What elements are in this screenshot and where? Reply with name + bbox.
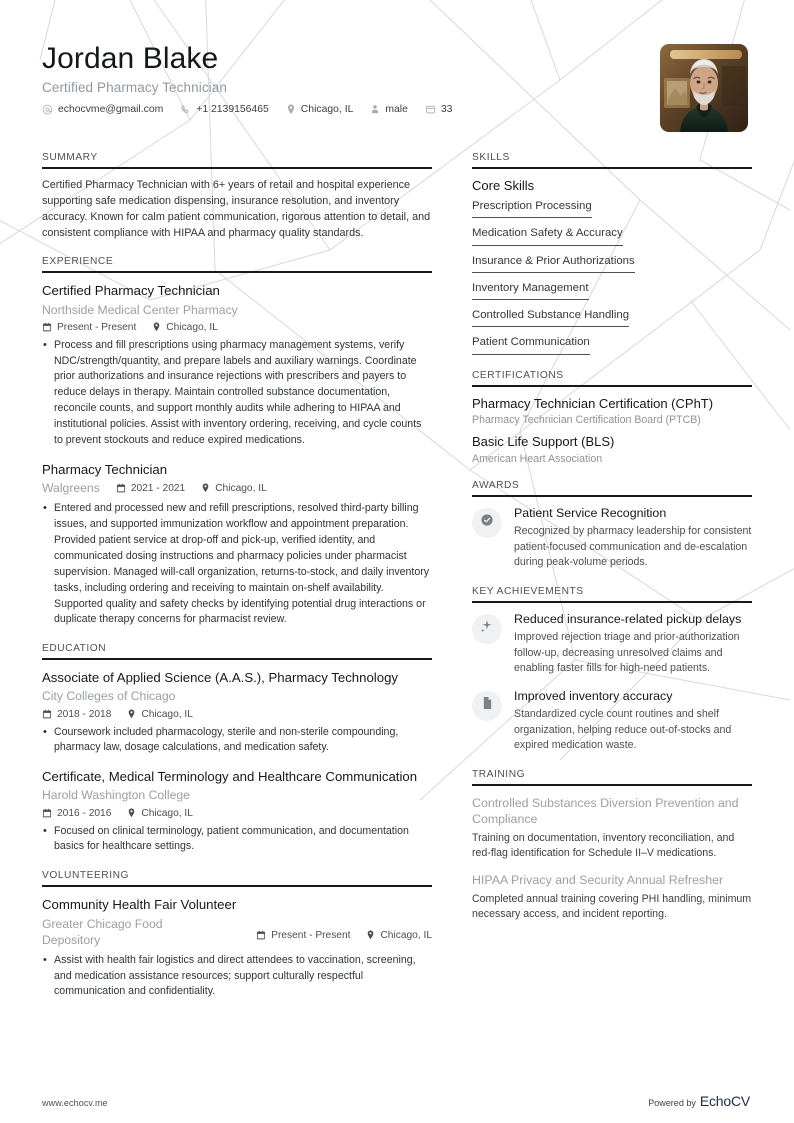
- achievement-description: Improved rejection triage and prior-authorization follow-up, decreasing unresolved claims and enabling faster fills for high-need patients.: [514, 631, 740, 675]
- section-rule: [42, 167, 432, 169]
- location-icon: [286, 104, 296, 115]
- skill-label: Inventory Management: [472, 281, 589, 294]
- school-name: City Colleges of Chicago: [42, 689, 176, 704]
- brand-name: EchoCV: [699, 1093, 750, 1109]
- phone-icon: [180, 104, 191, 115]
- contact-location: [286, 104, 354, 115]
- skill-item: [472, 254, 635, 273]
- award-badge: [472, 508, 502, 538]
- page-title: Jordan Blake: [42, 42, 219, 75]
- experience-entry: [42, 282, 432, 448]
- job-dates-value: Present - Present: [57, 321, 137, 333]
- job-title: Pharmacy Technician: [42, 461, 168, 477]
- school-name: Harold Washington College: [42, 788, 190, 803]
- section-training: [472, 769, 752, 923]
- education-dates-value: 2016 - 2016: [57, 807, 112, 819]
- award-body: [514, 506, 752, 571]
- section-rule: [42, 658, 432, 660]
- skill-item: [472, 335, 590, 354]
- volunteer-location: [366, 930, 432, 941]
- section-key-achievements: [472, 586, 752, 754]
- education-dates: [42, 808, 111, 819]
- skill-item: [472, 199, 592, 218]
- section-rule: [42, 271, 432, 273]
- contact-gender: [370, 104, 408, 115]
- section-rule: [472, 784, 752, 786]
- degree-title: Associate of Applied Science (A.A.S.), Pharmacy Technology: [42, 670, 399, 686]
- sparkle-icon: [480, 619, 494, 638]
- training-description: Training on documentation, inventory reconciliation, and red-flag identification for Schedule II–V medications.: [472, 831, 735, 860]
- bullet-item: • Focused on clinical terminology, patient communication, and documentation basics for healthcare settings.: [42, 824, 432, 856]
- section-awards: [472, 480, 752, 571]
- award-description: Recognized by pharmacy leadership for consistent patient-focused communication and de-escalation during peak-volume periods.: [514, 525, 752, 569]
- volunteer-location-value: Chicago, IL: [380, 929, 432, 941]
- certification-issuer: Pharmacy Technician Certification Board (PTCB): [472, 414, 701, 427]
- section-title-summary: SUMMARY: [42, 152, 98, 163]
- job-dates: [116, 483, 185, 494]
- skill-underline: [472, 326, 629, 327]
- job-dates-value: 2021 - 2021: [130, 482, 186, 494]
- education-meta: [42, 808, 432, 819]
- skill-underline: [472, 272, 635, 273]
- award-title: Patient Service Recognition: [514, 505, 667, 520]
- contact-email-value: echocvme@gmail.com: [58, 103, 164, 115]
- location-icon: [201, 483, 210, 493]
- job-location: [201, 483, 267, 494]
- education-location-value: Chicago, IL: [141, 807, 193, 819]
- education-location-value: Chicago, IL: [141, 708, 193, 720]
- section-summary: [42, 152, 432, 241]
- calendar-icon: [42, 808, 52, 818]
- bullet-item: • Coursework included pharmacology, sterile and non-sterile compounding, pharmacy law, dosage calculations, and medication safety.: [42, 725, 432, 757]
- experience-entry: [42, 461, 432, 628]
- education-meta: [42, 709, 432, 720]
- section-skills: [472, 152, 752, 355]
- section-rule: [472, 601, 752, 603]
- training-title: Controlled Substances Diversion Prevention and Compliance: [472, 795, 739, 826]
- achievement-title: Improved inventory accuracy: [514, 688, 673, 703]
- resume-header: [42, 40, 750, 132]
- section-rule: [472, 495, 752, 497]
- section-education: [42, 643, 432, 855]
- certification-issuer: American Heart Association: [472, 452, 603, 465]
- achievement-item: [472, 612, 752, 677]
- section-rule: [472, 167, 752, 169]
- section-title-certifications: CERTIFICATIONS: [472, 369, 564, 381]
- achievement-badge: [472, 691, 502, 721]
- calendar-icon: [425, 104, 436, 115]
- calendar-icon: [42, 322, 52, 332]
- award-item: [472, 506, 752, 571]
- contact-age: [425, 104, 453, 115]
- document-icon: [481, 696, 494, 715]
- contact-age-value: 33: [440, 103, 453, 115]
- summary-text: Certified Pharmacy Technician with 6+ years of retail and hospital experience supporting safe medication dispensing, insurance resolution, and inventory accuracy. Known for calm patient communication, rigorous attention to detail, and consistent compliance with HIPAA and pharmacy quality standards.: [42, 179, 431, 239]
- achievement-title: Reduced insurance-related pickup delays: [514, 611, 742, 626]
- location-icon: [127, 808, 136, 818]
- powered-by-label: Powered by: [648, 1098, 696, 1108]
- training-item: [472, 795, 752, 862]
- job-title: Certified Pharmacy Technician: [42, 283, 220, 299]
- page-footer: [42, 1093, 750, 1109]
- education-bullets: [42, 725, 432, 757]
- job-bullets: [42, 501, 432, 628]
- skill-underline: [472, 299, 589, 300]
- contact-row: [42, 104, 469, 115]
- degree-title: Certificate, Medical Terminology and Healthcare Communication: [42, 769, 418, 785]
- section-certifications: [472, 370, 752, 465]
- education-location: [127, 709, 193, 720]
- education-dates: [42, 709, 111, 720]
- bullet-item: • Assist with health fair logistics and direct attendees to vaccination, screening, and medication assistance resources; support culturally respectful communication and confidentiality.: [42, 953, 432, 1001]
- certification-name: Basic Life Support (BLS): [472, 434, 615, 450]
- location-icon: [127, 709, 136, 719]
- job-location-value: Chicago, IL: [166, 321, 218, 333]
- certification-name: Pharmacy Technician Certification (CPhT): [472, 395, 714, 411]
- volunteer-bullets: [42, 953, 432, 1001]
- skill-underline: [472, 354, 590, 355]
- skill-underline: [472, 245, 623, 246]
- job-bullets: [42, 338, 432, 449]
- bullet-item: • Process and fill prescriptions using pharmacy management systems, verify NDC/strength/quantity, and prepare labels and auxiliary warnings. Coordinate prior authorizations and insurance rejections with prescribers and payers to reduce delays in therapy. Maintain controlled substance documentation, reconcile counts, and support monthly audits while adhering to HIPAA and institutional policies. Assist with inventory ordering, receiving, and cycle counts to prevent stockouts and reduce expired medications.: [42, 338, 432, 449]
- volunteer-meta-right: [256, 916, 432, 941]
- education-location: [127, 808, 193, 819]
- achievement-description: Standardized cycle count routines and shelf organization, helping reduce out-of-stocks and expired medication waste.: [514, 708, 732, 752]
- certification-item: [472, 434, 752, 465]
- footer-website[interactable]: www.echocv.me: [42, 1098, 108, 1108]
- volunteer-dates: [256, 930, 350, 941]
- calendar-icon: [116, 483, 126, 493]
- organization-name: Greater Chicago Food Depository: [42, 916, 163, 947]
- section-rule: [42, 885, 432, 887]
- section-title-education: EDUCATION: [42, 643, 107, 655]
- job-meta: [42, 322, 432, 333]
- avatar: [660, 44, 748, 132]
- contact-phone[interactable]: [180, 104, 269, 115]
- skill-item: [472, 281, 589, 300]
- identity-block: [42, 40, 469, 115]
- contact-email[interactable]: [42, 104, 163, 115]
- volunteer-dates-value: Present - Present: [271, 929, 351, 941]
- skill-underline: [472, 217, 592, 218]
- section-experience: [42, 256, 432, 628]
- contact-phone-value: +1 2139156465: [196, 103, 269, 115]
- skill-item: [472, 226, 623, 245]
- footer-branding: [648, 1093, 750, 1109]
- education-entry: [42, 669, 432, 756]
- columns: [42, 152, 750, 1015]
- education-dates-value: 2018 - 2018: [57, 708, 112, 720]
- left-column: [42, 152, 432, 1015]
- calendar-icon: [42, 709, 52, 719]
- volunteer-role: Community Health Fair Volunteer: [42, 897, 237, 913]
- location-icon: [366, 930, 375, 940]
- section-rule: [472, 385, 752, 387]
- calendar-icon: [256, 930, 266, 940]
- person-icon: [370, 104, 380, 115]
- location-icon: [152, 322, 161, 332]
- achievement-body: [514, 689, 752, 754]
- job-location: [152, 322, 218, 333]
- training-item: [472, 872, 752, 923]
- skill-group-title: Core Skills: [472, 178, 535, 193]
- section-volunteering: [42, 870, 432, 1000]
- section-title-training: TRAINING: [472, 768, 526, 780]
- section-title-volunteering: VOLUNTEERING: [42, 870, 129, 882]
- section-title-key-achievements: KEY ACHIEVEMENTS: [472, 585, 584, 597]
- check-circle-icon: [480, 513, 494, 532]
- skill-label: Patient Communication: [472, 336, 590, 349]
- achievement-badge: [472, 614, 502, 644]
- job-dates: [42, 322, 136, 333]
- contact-gender-value: male: [385, 103, 408, 115]
- section-title-awards: AWARDS: [472, 479, 520, 491]
- company-name: Northside Medical Center Pharmacy: [42, 302, 238, 317]
- section-title-skills: SKILLS: [472, 152, 510, 163]
- email-icon: [42, 104, 53, 115]
- contact-location-value: Chicago, IL: [300, 103, 354, 115]
- right-column: [472, 152, 752, 938]
- skill-label: Prescription Processing: [472, 200, 592, 212]
- skill-label: Controlled Substance Handling: [472, 309, 630, 321]
- bullet-item: • Entered and processed new and refill prescriptions, resolved third-party billing issues, and supported immunization workflow and appointment preparation. Provided patient service at drop-off and pick-up, verified identity, and communicated dosing instructions and pharmacy policies under pharmacist supervision. Managed will-call organization, returns-to-stock, and daily inventory tasks, including ordering and receiving to maintain on-shelf availability. Supported quality and safety checks by identifying potential drug interactions or duplicate therapy concerns for pharmacist review.: [42, 501, 432, 628]
- company-name: Walgreens: [42, 481, 100, 496]
- skill-label: Insurance & Prior Authorizations: [472, 254, 635, 267]
- achievement-item: [472, 689, 752, 754]
- section-title-experience: EXPERIENCE: [42, 256, 114, 268]
- education-bullets: [42, 824, 432, 856]
- job-location-value: Chicago, IL: [215, 482, 267, 494]
- training-title: HIPAA Privacy and Security Annual Refresher: [472, 872, 724, 887]
- education-entry: [42, 768, 432, 855]
- training-description: Completed annual training covering PHI handling, minimum necessary access, and incident reporting.: [472, 892, 752, 921]
- skill-item: [472, 308, 629, 327]
- volunteering-entry: [42, 896, 432, 1000]
- achievement-body: [514, 612, 752, 677]
- skill-label: Medication Safety & Accuracy: [472, 227, 623, 240]
- professional-headline: Certified Pharmacy Technician: [42, 79, 227, 95]
- certification-item: [472, 396, 752, 427]
- volunteer-meta: [42, 916, 432, 948]
- job-meta: [42, 480, 432, 496]
